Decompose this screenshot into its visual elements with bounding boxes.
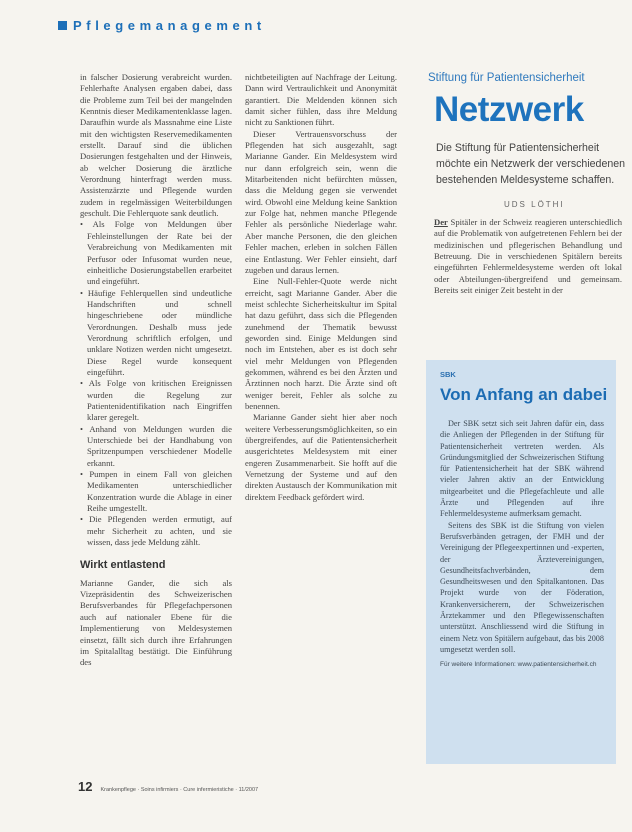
article-kicker: Stiftung für Patientensicherheit bbox=[428, 72, 585, 84]
column-middle bbox=[245, 72, 397, 503]
subheading: Wirkt entlastend bbox=[80, 559, 166, 572]
paragraph: nichtbeteiligten auf Nachfrage der Leitung. Dann wird Vertraulichkeit und Anonymität garantiert. Die Meldenden können sich damit sicher fühlen, dass ihre Meldung nicht zu Sanktionen führt. bbox=[245, 72, 397, 128]
paragraph: Marianne Gander sieht hier aber noch weitere Verbesserungsmöglichkeiten, so ein übergreifendes, auf die Patientensicherheit ausgerichtetes Meldesystem mit einer engeren Zusammenarbeit. Sie hofft auf die Vernetzung der Systeme und auf den direkten Austausch der Kommunikation mit direktem Feedback gefördert wird. bbox=[245, 412, 397, 502]
info-box-kicker: SBK bbox=[440, 370, 456, 379]
bullet-item: • Pumpen in einem Fall von gleichen Medikamenten unterschiedlicher Konzentration wurde die Ablage in einer Reihe umgestellt. bbox=[80, 469, 232, 514]
bullet-item: • Anhand von Meldungen wurden die Unterschiede bei der Handhabung von Spritzenpumpen verschiedener Modelle erkannt. bbox=[80, 424, 232, 469]
paragraph: Der SBK setzt sich seit Jahren dafür ein, dass die Anliegen der Pflegenden in der Stiftung für Patientensicherheit vertreten werden. Als Gründungsmitglied der Schweizerischen Stiftung für Patientensicherheit hat der SBK während vieler Jahren aktiv an der Entwicklung mitgearbeitet und die Pflegefachleute und alle Ärzte und Pflegenden auf ihre Fehlermeldesysteme aufmerksam gemacht. bbox=[440, 419, 604, 519]
bullet-item: • Die Pflegenden werden ermutigt, auf mehr Sicherheit zu achten, und sie wissen, dass jede Meldung zählt. bbox=[80, 514, 232, 548]
article-lead: Die Stiftung für Patientensicherheit möchte ein Netzwerk der verschiedenen bestehenden Meldesysteme schaffen. bbox=[436, 142, 626, 186]
bullet-item: • Als Folge von kritischen Ereignissen wurden die Regelung zur Patientenidentifikation nach Eingriffen klarer geregelt. bbox=[80, 378, 232, 423]
info-box-footer: Für weitere Informationen: www.patientensicherheit.ch bbox=[440, 661, 597, 669]
lead-word: Der bbox=[434, 217, 448, 227]
info-box-body bbox=[440, 418, 604, 655]
article-body bbox=[434, 217, 622, 296]
page-footer bbox=[78, 779, 258, 794]
article-author: UDS LÖTHI bbox=[504, 200, 565, 209]
publication-info: Krankenpflege · Soins infirmiers · Cure infermieristiche · 11/2007 bbox=[100, 787, 259, 793]
page-number: 12 bbox=[78, 779, 93, 794]
section-marker-square bbox=[58, 21, 67, 30]
info-box-title: Von Anfang an dabei bbox=[440, 385, 608, 404]
paragraph: Eine Null-Fehler-Quote werde nicht erreicht, sagt Marianne Gander. Aber die meist schlechte Sicherheitskultur im Spital hat dazu geführt, dass sich die Pflegenden zunehmend der Thematik bewusst geworden sind. Einige Meldungen sind noch im Entstehen, aber es ist doch sehr viel mehr Meldungen von Pflegenden gekommen, während es bei den Ärzten und Ärztinnen noch harzt. Die Ärzte sind oft weniger bereit, Fehler als solche zu benennen. bbox=[245, 276, 397, 411]
paragraph: in falscher Dosierung verabreicht wurden. Fehlerhafte Analysen ergaben dabei, dass die Probleme zum Teil bei der mangelnden Kenntnis dieser Medikamentenklasse lagen. Daraufhin wurde als Massnahme eine Liste mit den wichtigsten Reservemedikamenten erstellt. Darauf sind die üblichen Dosierungen festgehalten und der Hinweis, ab welcher Dosierung die ärztliche Verordnung hinterfragt werden muss. Assistenzärzte und Pflegende wurden zudem in regelmässigen Weiterbildungen geschult. Die Fehlerquote sank deutlich. bbox=[80, 72, 232, 219]
paragraph: Seitens des SBK ist die Stiftung von vielen Berufsverbänden getragen, der FMH und der Vereinigung der Pflegeexpertinnen und -experten, der Ärztevereinigungen, Gesundheitsfachverbänden, dem Gesundheitswesen und den Spitalkantonen. Das Projekt wurde von der Föderation, Krankenversicherern, der Schweizerischen Ärztekammer und den Pflegewissenschaften unterstützt. Anschliessend wird die Stiftung in einem Netz von Spitälern aufgebaut, das bis 2008 umgesetzt werden soll. bbox=[440, 520, 604, 654]
bullet-item: • Häufige Fehlerquellen sind undeutliche Handschriften und schnell hingeschriebene oder mündliche Verordnungen. Deshalb muss jede Verordnung schriftlich erfolgen, und unklare Notizen werden nicht umgesetzt. Diese Regel wurde konsequent eingeführt. bbox=[80, 288, 232, 379]
paragraph: Marianne Gander, die sich als Vizepräsidentin des Schweizerischen Berufsverbandes für Pflegefachpersonen auch auf nationaler Ebene für die Implementierung von Meldesystemen einsetzt, fällt sich durch ihre Erfahrungen im Spitalalltag bestätigt. Die Einführung des bbox=[80, 577, 232, 668]
sidebar-article bbox=[418, 72, 624, 296]
section-header bbox=[58, 18, 266, 33]
section-title: Pflegemanagement bbox=[73, 18, 266, 33]
article-body-text: Spitäler in der Schweiz reagieren unterschiedlich auf die Problematik von aufgetretenen Fehlern bei der medizinischen und pflegerischen Behandlung und Betreuung. Die in verschiedenen Spitälern bereits eingeführten Fehlermeldesysteme werden oft lokal oder Abteilungen-übergreifend und gemeinsam. Bereits seit einiger Zeit besteht in der bbox=[434, 217, 622, 296]
paragraph: Dieser Vertrauensvorschuss der Pflegenden hat sich ausgezahlt, sagt Marianne Gander. Ein Meldesystem wird nur dann erfolgreich sein, wenn die Mitarbeitenden nicht befürchten müssen, dass die Meldung gegen sie verwendet wird. Obwohl eine Meldung keine Sanktion zur Folge hat, nehmen manche Pflegende Fehler als persönliche Niederlage wahr. Aber manche Personen, die den gleichen Fehler machen, erleben in solchen Fällen eine Entlastung. Wer Fehler einsieht, darf zugeben und daraus lernen. bbox=[245, 128, 397, 275]
column-left bbox=[80, 72, 232, 669]
info-box bbox=[426, 360, 616, 764]
bullet-item: • Als Folge von Meldungen über Fehleinstellungen der Rate bei der Verabreichung von Medikamenten mit Perfusor oder Infusomat wurden neue, einheitliche Dosierungstabellen erarbeitet und eingeführt. bbox=[80, 219, 232, 287]
article-title: Netzwerk bbox=[434, 90, 584, 129]
